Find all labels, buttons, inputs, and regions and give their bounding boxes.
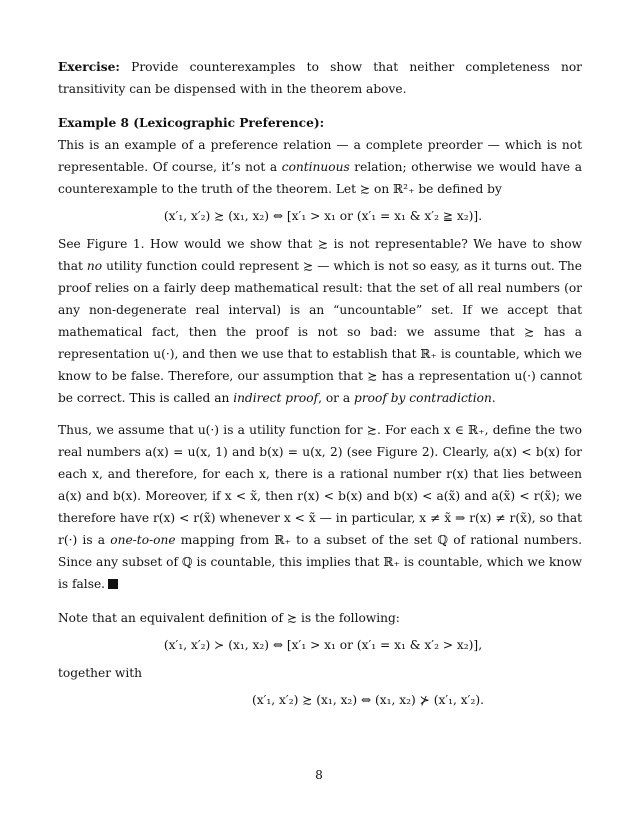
equation-lexicographic-weak: (x′₁, x′₂) ≿ (x₁, x₂) ⇔ [x′₁ > x₁ or (x′₁ = x₁ & x′₂ ≧ x₂)]. <box>163 209 483 223</box>
example-paragraph-5: together with <box>58 666 142 680</box>
exercise-text: Provide counterexamples to show that neither completeness nor transitivity can be dispensed with in the theorem above. <box>58 60 582 96</box>
example-paragraph-4: Note that an equivalent definition of ≿ is the following: <box>58 611 400 625</box>
example-paragraph-3: Thus, we assume that u(·) is a utility function for ≿. For each x ∈ ℝ₊, define the two real numbers a(x) = u(x, 1) and b(x) = u(x, 2) (see Figure 2). Clearly, a(x) < b(x) for each x, and therefore, for each x, there is a rational number r(x) that lies between a(x) and b(x). Moreover, if x < x̃, then r(x) < b(x) and b(x) < a(x̃) and a(x̃) < r(x̃); we therefore have r(x) < r(x̃) whenever x < x̃ — in particular, x ≠ x̃ ⇒ r(x) ≠ r(x̃), so that r(·) is a one-to-one mapping from ℝ₊ to a subset of the set ℚ of rational numbers. Since any subset of ℚ is countable, this implies that ℝ₊ is countable, which we know is false. <box>58 423 582 591</box>
exercise-label: Exercise: <box>58 60 120 74</box>
equation-lexicographic-indifference: (x′₁, x′₂) ≿ (x₁, x₂) ⇔ (x₁, x₂) ⊁ (x′₁, x′₂). <box>252 693 484 707</box>
exercise-paragraph <box>58 56 582 100</box>
qed-square-icon <box>108 579 118 589</box>
equation-lexicographic-strict: (x′₁, x′₂) ≻ (x₁, x₂) ⇔ [x′₁ > x₁ or (x′₁ = x₁ & x′₂ > x₂)], <box>163 638 483 652</box>
example-paragraph-2: See Figure 1. How would we show that ≿ is not representable? We have to show that no utility function could represent ≿ — which is not so easy, as it turns out. The proof relies on a fairly deep mathematical result: that the set of all real numbers (or any non-degenerate real interval) is an “uncountable” set. If we accept that mathematical fact, then the proof is not so bad: we assume that ≿ has a representation u(·), and then we use that to establish that ℝ₊ is countable, which we know to be false. Therefore, our assumption that ≿ has a representation u(·) cannot be correct. This is called an indirect proof, or a proof by contradiction. <box>58 237 582 405</box>
page-number: 8 <box>315 768 323 782</box>
page-body <box>58 56 582 717</box>
example-paragraph-1: This is an example of a preference relation — a complete preorder — which is not representable. Of course, it’s not a continuous relation; otherwise we would have a counterexample to the truth of the theorem. Let ≿ on ℝ²₊ be defined by <box>58 138 582 196</box>
example-heading: Example 8 (Lexicographic Preference): <box>58 116 325 130</box>
